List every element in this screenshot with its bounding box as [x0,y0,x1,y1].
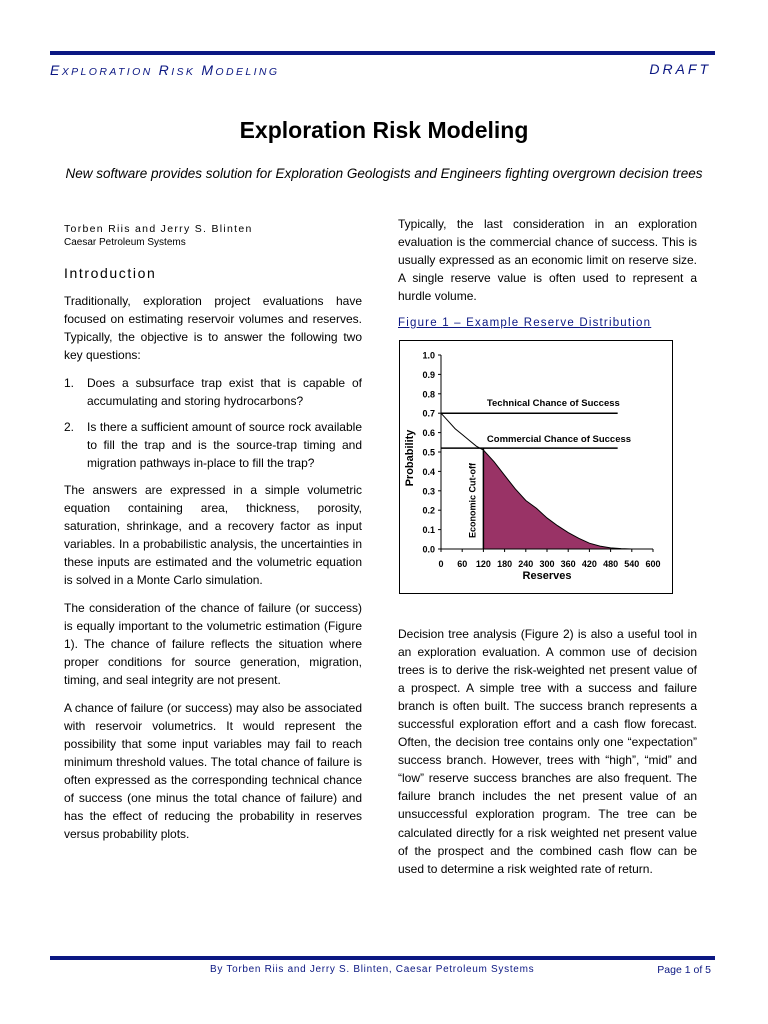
y-tick-label: 1.0 [422,350,435,361]
intro-paragraph-4: A chance of failure (or success) may also be associated with reservoir volumetrics. It would represent the possibility that some input variables may fail to reach minimum threshold values. The total chance of failure is often expressed as the corresponding technical chance of success (one minus the total chance of failure) and has the effect of reducing the probability in reserves versus probability plots. [64,701,362,841]
article-subtitle: New software provides solution for Exploration Geologists and Engineers fighting overgrown decision trees [65,166,703,181]
x-tick-label: 540 [624,559,640,569]
x-axis-label: Reserves [522,570,572,582]
y-tick-label: 0.8 [422,389,435,400]
x-tick-label: 300 [539,559,555,569]
intro-paragraph-3: The consideration of the chance of failure (or success) is equally important to the volumetric estimation (Figure 1). The chance of failure reflects the situation where proper conditions for source generation, migration, timing, and seal integrity are not present. [64,601,362,687]
list-item [64,374,362,410]
economic-cutoff-label: Economic Cut-off [467,463,478,538]
header-word-1-rest: XPLORATION [61,66,153,78]
y-tick-label: 0.9 [422,369,435,380]
question-1: Does a subsurface trap exist that is capable of accumulating and storing hydrocarbons? [87,376,362,408]
right-paragraph-2: Decision tree analysis (Figure 2) is also a useful tool in an exploration evaluation. A common use of decision trees is to derive the risk-weighted net present value of a prospect. A simple tree with a success and failure branch is often built. The success branch represents a successful exploration effort and a cash flow forecast. Often, the decision tree contains only one “expectation” success branch. However, trees with “high”, “mid” and “low” reserve success branches are also frequent. The failure branch includes the net present value of an unsuccessful exploration program. The tree can be calculated directly for a risk weighted net present value of the prospect and the combined cash flow can be used to determine a risk weighted rate of return. [398,627,697,876]
header-word-2-initial: R [158,62,172,78]
x-tick-label: 240 [518,559,534,569]
y-tick-label: 0.5 [422,447,435,458]
running-header-title [50,62,279,78]
commercial-chance-label: Commercial Chance of Success [486,434,632,446]
figure-1-caption: Figure 1 – Example Reserve Distribution [398,317,652,329]
y-tick-label: 0.6 [422,428,435,439]
x-tick-label: 360 [560,559,576,569]
chart-svg [399,340,673,594]
y-tick-label: 0.0 [422,544,435,555]
x-tick-label: 420 [581,559,597,569]
technical-chance-label: Technical Chance of Success [486,398,620,410]
y-axis-label: Probability [404,429,416,487]
author-names: Torben Riis and Jerry S. Blinten [64,223,253,235]
y-tick-label: 0.4 [422,466,435,477]
x-tick-label: 600 [645,559,661,569]
article-title: Exploration Risk Modeling [239,117,529,143]
footer-rule [50,956,715,960]
list-number: 2. [64,420,75,434]
intro-heading: Introduction [64,265,157,281]
author-affiliation: Caesar Petroleum Systems [64,237,186,248]
left-column [64,220,362,853]
y-tick-label: 0.2 [422,505,435,516]
question-2: Is there a sufficient amount of source rock available to fill the trap and is the source-trap timing and migration pathways in-place to fill the trap? [87,420,362,470]
draft-label: DRAFT [649,61,711,77]
header-word-3-rest: ODELING [215,66,280,78]
right-column-top [398,215,697,339]
chart-frame [400,341,673,594]
y-tick-label: 0.1 [422,525,435,536]
header-word-1-initial: E [50,62,62,78]
header-word-2-rest: ISK [171,66,196,78]
key-questions-list [64,374,362,472]
header-word-3-initial: M [201,62,216,78]
reserve-distribution-chart [399,340,673,594]
x-tick-label: 180 [497,559,513,569]
x-tick-label: 480 [603,559,619,569]
list-item [64,418,362,472]
header-rule [50,51,715,55]
right-paragraph-1: Typically, the last consideration in an exploration evaluation is the commercial chance of success. This is usually expressed as an economic limit on reserve size. A single reserve value is often used to represent a hurdle volume. [398,217,697,303]
page-number: Page 1 of 5 [657,964,711,976]
footer-byline: By Torben Riis and Jerry S. Blinten, Caesar Petroleum Systems [210,964,535,975]
x-tick-label: 60 [457,559,468,569]
y-tick-label: 0.7 [422,408,435,419]
intro-paragraph-2: The answers are expressed in a simple volumetric equation containing area, thickness, porosity, saturation, shrinkage, and a recovery factor as input variables. In a probabilistic analysis, the uncertainties in these inputs are estimated and the volumetric equation is solved in a Monte Carlo simulation. [64,483,362,587]
y-tick-label: 0.3 [422,486,435,497]
x-tick-label: 120 [475,559,491,569]
intro-paragraph-1: Traditionally, exploration project evaluations have focused on estimating reservoir volumes and reserves. Typically, the objective is to answer the following two key questions: [64,294,362,362]
right-column-bottom [398,625,697,878]
x-tick-label: 0 [438,559,444,569]
list-number: 1. [64,376,75,390]
